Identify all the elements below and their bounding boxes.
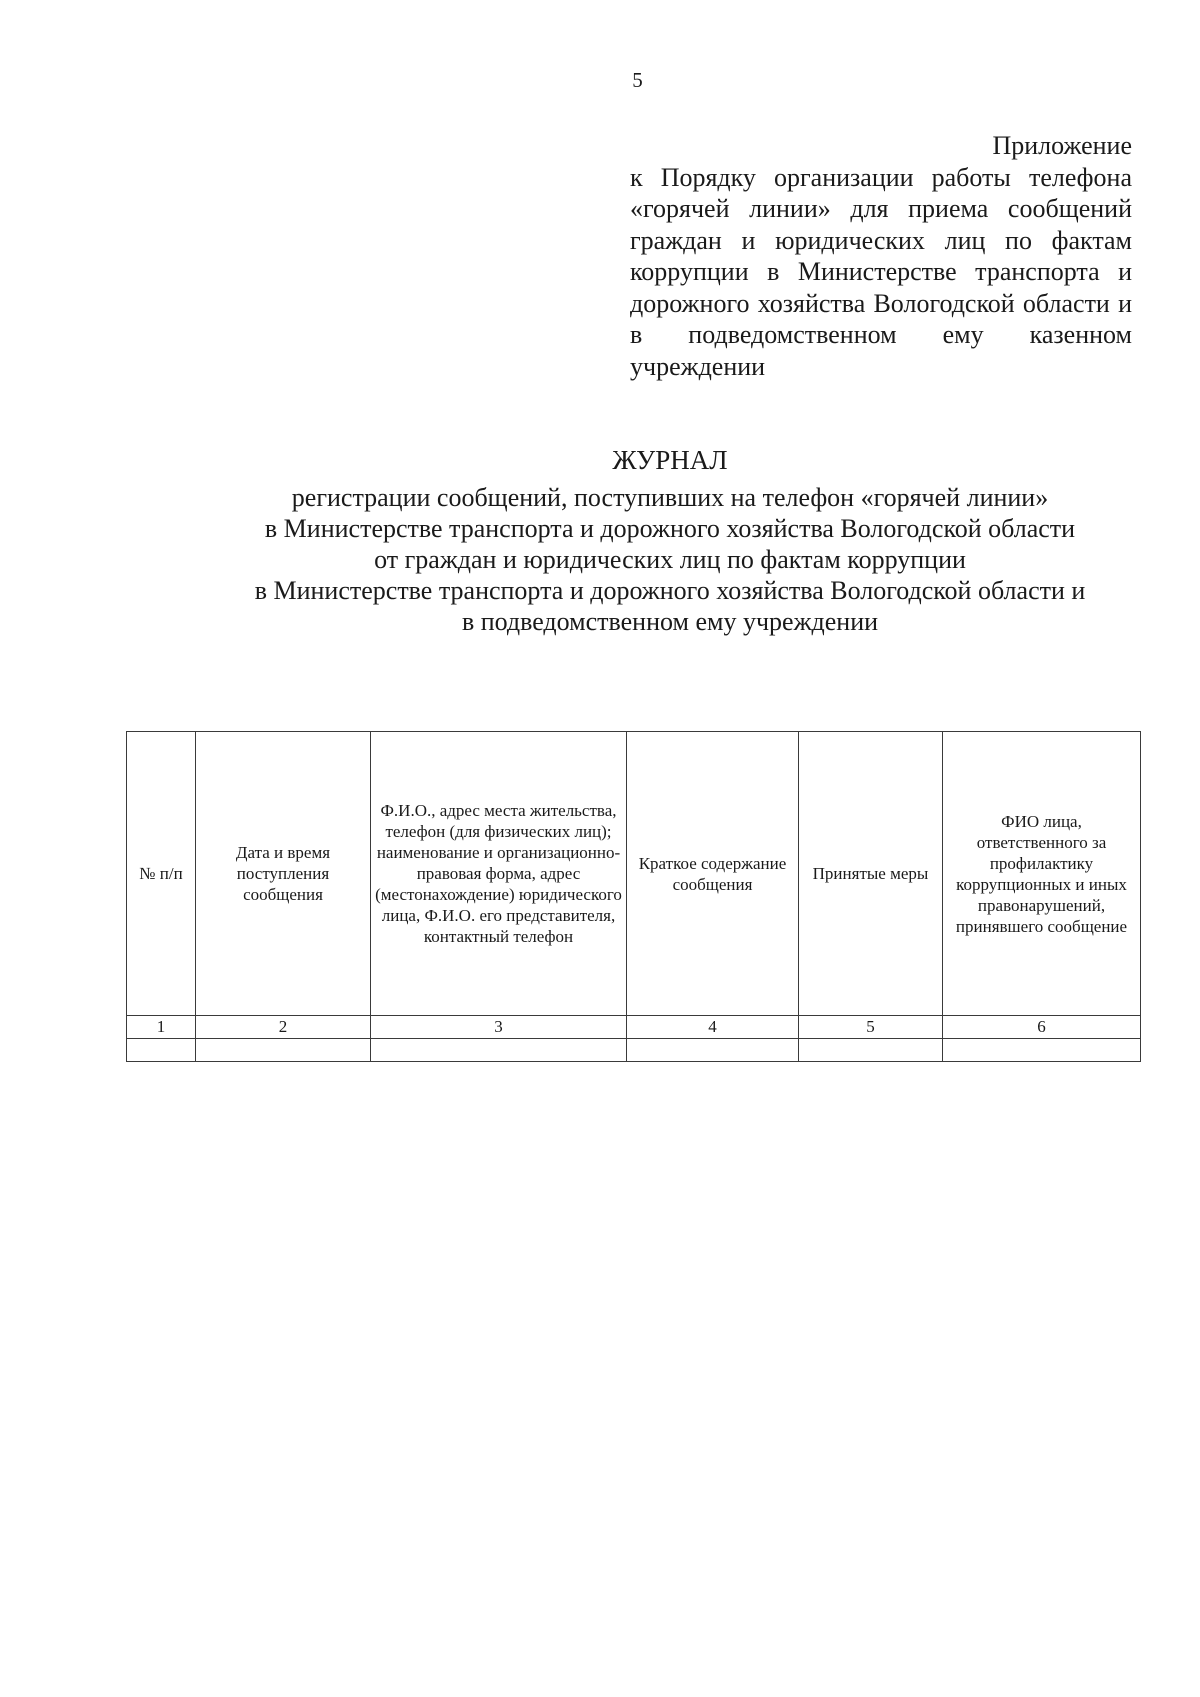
journal-title: ЖУРНАЛ [612,445,728,475]
journal-subtitle-line: регистрации сообщений, поступивших на телефон «горячей линии» [291,483,1049,512]
table-row [127,1039,1141,1062]
page-number: 5 [632,68,643,92]
journal-table [126,731,1141,1062]
journal-subtitle-line: в Министерстве транспорта и дорожного хозяйства Вологодской области и [254,576,1086,605]
column-number-cell: 6 [943,1016,1141,1039]
journal-subtitle-line: в Министерстве транспорта и дорожного хозяйства Вологодской области [264,514,1076,543]
journal-subtitle-line: в подведомственном ему учреждении [461,607,879,636]
header-cell-responsible: ФИО лица, ответственного за профилактику коррупционных и иных правонарушений, принявшего сообщение [943,732,1141,1016]
header-cell-number: № п/п [127,732,196,1016]
column-number-row [127,1016,1141,1039]
table-cell [799,1039,943,1062]
header-cell-applicant: Ф.И.О., адрес места жительства, телефон (для физических лиц); наименование и организационно-правовая форма, адрес (местонахождение) юридического лица, Ф.И.О. его представителя, контактный телефон [371,732,627,1016]
column-number-cell: 3 [371,1016,627,1039]
journal-subtitle [200,482,1140,637]
column-number-cell: 2 [196,1016,371,1039]
table-header-row [127,732,1141,1016]
table-cell [196,1039,371,1062]
column-number-cell: 4 [627,1016,799,1039]
appendix-title: Приложение [992,131,1132,160]
appendix-block [630,130,1132,382]
table-cell [943,1039,1141,1062]
header-cell-date: Дата и время поступления сообщения [196,732,371,1016]
header-cell-measures: Принятые меры [799,732,943,1016]
table-cell [627,1039,799,1062]
table-cell [127,1039,196,1062]
column-number-cell: 5 [799,1016,943,1039]
header-cell-summary: Краткое содержание сообщения [627,732,799,1016]
appendix-text: к Порядку организации работы телефона «горячей линии» для приема сообщений граждан и юридических лиц по фактам коррупции в Министерстве транспорта и дорожного хозяйства Вологодской области и в подведомственном ему казенном учреждении [630,162,1132,381]
table-cell [371,1039,627,1062]
column-number-cell: 1 [127,1016,196,1039]
journal-subtitle-line: от граждан и юридических лиц по фактам коррупции [374,545,966,574]
